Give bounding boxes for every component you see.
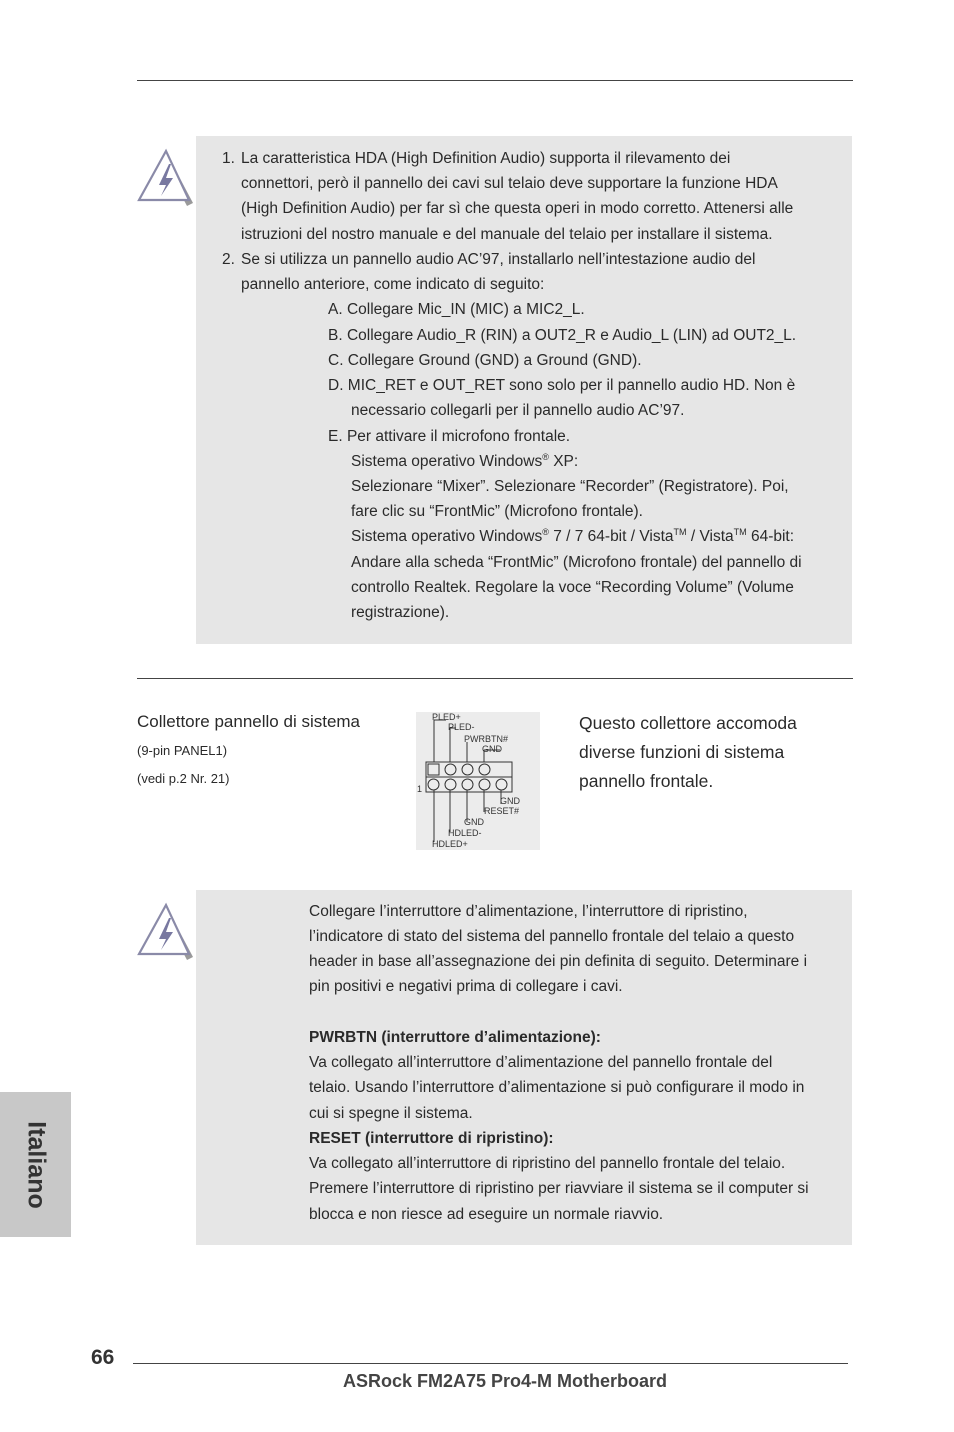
section-rule: [137, 678, 853, 679]
label-gnd-top: GND: [482, 744, 502, 754]
note1-item2-num: 2.: [222, 251, 235, 268]
label-gnd-bottom: GND: [464, 817, 484, 827]
footer-rule: [133, 1363, 848, 1364]
note1-item2-line1: Se si utilizza un pannello audio AC’97, installarlo nell’intestazione audio del: [241, 251, 756, 268]
note1-sub-e1: E. Per attivare il microfono frontale.: [328, 428, 571, 445]
label-pledm: PLED-: [448, 722, 475, 732]
note1-item2-line2: pannello anteriore, come indicato di seguito:: [241, 276, 545, 293]
header-desc-line1: Questo collettore accomoda: [579, 713, 797, 733]
note1-sub-c: C. Collegare Ground (GND) a Ground (GND).: [328, 352, 642, 369]
note2-reset-line3: blocca e non riesce ad eseguire un normale riavvio.: [309, 1206, 664, 1223]
label-pwrbtn: PWRBTN#: [464, 734, 509, 744]
note2-reset-line1: Va collegato all’interruttore di ripristino del pannello frontale del telaio.: [309, 1155, 786, 1172]
note2-reset-heading: RESET (interruttore di ripristino):: [309, 1130, 554, 1147]
note2-intro-3: header in base all’assegnazione dei pin definita di seguito. Determinare i: [309, 953, 808, 970]
pin-diagram: [416, 712, 540, 850]
label-reset: RESET#: [484, 806, 520, 816]
label-gnd-right: GND: [500, 796, 520, 806]
note1-w7-line1: Sistema operativo Windows® 7 / 7 64-bit / Vista™ / Vista™ 64-bit:: [351, 526, 795, 545]
note1-item1-line1: La caratteristica HDA (High Definition Audio) supporta il rilevamento dei: [241, 150, 731, 167]
note1-item1-line3: (High Definition Audio) per far sì che questa operi in modo corretto. Attenersi alle: [241, 200, 794, 217]
note1-xp-line1: Sistema operativo Windows® XP:: [351, 451, 579, 470]
header-ref: (vedi p.2 Nr. 21): [137, 771, 230, 786]
footer-title: ASRock FM2A75 Pro4-M Motherboard: [342, 1371, 668, 1391]
note1-w7-line4: registrazione).: [351, 604, 450, 621]
label-hdledp: HDLED+: [432, 839, 468, 849]
note2-reset-line2: Premere l’interruttore di ripristino per riavviare il sistema se il computer si: [309, 1180, 809, 1197]
note2-pwrbtn-line1: Va collegato all’interruttore d’alimentazione del pannello frontale del: [309, 1054, 773, 1071]
note1-xp-line3: fare clic su “FrontMic” (Microfono frontale).: [351, 503, 643, 520]
label-hdledm: HDLED-: [448, 828, 482, 838]
panel-header-diagram: [416, 712, 540, 850]
page-number: 66: [91, 1346, 115, 1369]
header-title: Collettore pannello di sistema: [137, 712, 361, 731]
note1-w7-line3: controllo Realtek. Regolare la voce “Recording Volume” (Volume: [351, 579, 794, 596]
warning-icon: [137, 902, 195, 960]
header-pin: (9-pin PANEL1): [137, 743, 228, 758]
label-pledp: PLED+: [432, 712, 461, 722]
note1-item1-num: 1.: [222, 150, 235, 167]
header-desc-line2: diverse funzioni di sistema: [579, 742, 785, 762]
header-desc-line3: pannello frontale.: [579, 771, 714, 791]
note1-sub-d2: necessario collegarli per il pannello audio AC’97.: [351, 402, 685, 419]
note2-pwrbtn-line2: telaio. Usando l’interruttore d’alimentazione si può configurare il modo in: [309, 1079, 805, 1096]
top-rule: [137, 80, 853, 81]
note2-intro-1: Collegare l’interruttore d’alimentazione, l’interruttore di ripristino,: [309, 903, 748, 920]
label-pin1: 1: [417, 784, 423, 794]
note1-sub-b: B. Collegare Audio_R (RIN) a OUT2_R e Audio_L (LIN) ad OUT2_L.: [328, 327, 797, 344]
note2-intro-4: pin positivi e negativi prima di collegare i cavi.: [309, 978, 623, 995]
note1-xp-line2: Selezionare “Mixer”. Selezionare “Recorder” (Registratore). Poi,: [351, 478, 789, 495]
note1-sub-d1: D. MIC_RET e OUT_RET sono solo per il pannello audio HD. Non è: [328, 377, 796, 394]
note2-pwrbtn-line3: cui si spegne il sistema.: [309, 1105, 473, 1122]
note2-intro-2: l’indicatore di stato del sistema del pannello frontale del telaio a questo: [309, 928, 795, 945]
language-side-tab: [0, 1092, 71, 1237]
note1-item1-line4: istruzioni del nostro manuale e del manuale del telaio per installare il sistema.: [241, 226, 773, 243]
language-label: Italiano: [22, 1120, 50, 1209]
note1-w7-line2: Andare alla scheda “FrontMic” (Microfono frontale) del pannello di: [351, 554, 802, 571]
note2-pwrbtn-heading: PWRBTN (interruttore d’alimentazione):: [309, 1029, 601, 1046]
note1-sub-a: A. Collegare Mic_IN (MIC) a MIC2_L.: [328, 301, 585, 318]
warning-icon: [137, 148, 195, 206]
note1-item1-line2: connettori, però il pannello dei cavi sul telaio deve supportare la funzione HDA: [241, 175, 778, 192]
